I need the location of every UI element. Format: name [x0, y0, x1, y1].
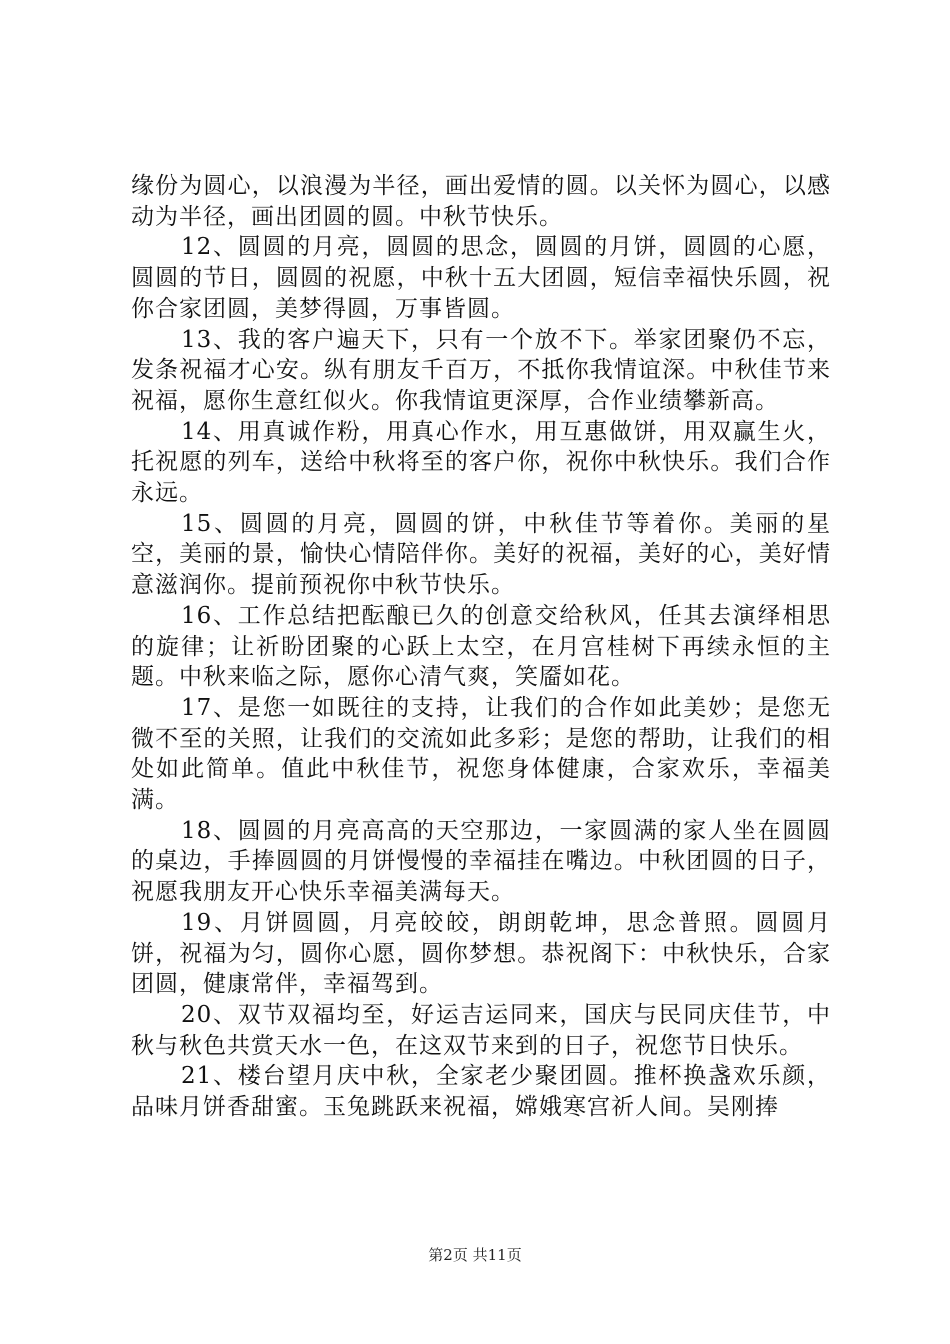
paragraph-19: 19、月饼圆圆，月亮皎皎，朗朗乾坤，思念普照。圆圆月饼，祝福为匀，圆你心愿，圆你梦想。恭祝阁下：中秋快乐，合家团圆，健康常伴，幸福驾到。	[131, 909, 831, 998]
paragraph-continuation: 缘份为圆心，以浪漫为半径，画出爱情的圆。以关怀为圆心，以感动为半径，画出团圆的圆。中秋节快乐。	[131, 173, 831, 230]
paragraph-18: 18、圆圆的月亮高高的天空那边，一家圆满的家人坐在圆圆的桌边，手捧圆圆的月饼慢慢的幸福挂在嘴边。中秋团圆的日子，祝愿我朋友开心快乐幸福美满每天。	[131, 817, 831, 906]
paragraph-14: 14、用真诚作粉，用真心作水，用互惠做饼，用双赢生火，托祝愿的列车，送给中秋将至的客户你，祝你中秋快乐。我们合作永远。	[131, 418, 831, 507]
paragraph-20: 20、双节双福均至，好运吉运同来，国庆与民同庆佳节，中秋与秋色共赏天水一色，在这双节来到的日子，祝您节日快乐。	[131, 1001, 831, 1059]
paragraph-17: 17、是您一如既往的支持，让我们的合作如此美妙；是您无微不至的关照，让我们的交流如此多彩；是您的帮助，让我们的相处如此简单。值此中秋佳节，祝您身体健康，合家欢乐，幸福美满。	[131, 694, 831, 814]
paragraph-16: 16、工作总结把酝酿已久的创意交给秋风，任其去演绎相思的旋律；让祈盼团聚的心跃上太空，在月宫桂树下再续永恒的主题。中秋来临之际，愿你心清气爽，笑靥如花。	[131, 602, 831, 691]
paragraph-15: 15、圆圆的月亮，圆圆的饼，中秋佳节等着你。美丽的星空，美丽的景，愉快心情陪伴你。美好的祝福，美好的心，美好情意滋润你。提前预祝你中秋节快乐。	[131, 510, 831, 599]
paragraph-13: 13、我的客户遍天下，只有一个放不下。举家团聚仍不忘，发条祝福才心安。纵有朋友千百万，不抵你我情谊深。中秋佳节来祝福，愿你生意红似火。你我情谊更深厚，合作业绩攀新高。	[131, 326, 831, 414]
paragraph-21: 21、楼台望月庆中秋，全家老少聚团圆。推杯换盏欢乐颜，品味月饼香甜蜜。玉兔跳跃来祝福，嫦娥寒宫祈人间。吴刚捧	[131, 1063, 831, 1121]
page-number-footer: 第2页 共11页	[428, 1246, 522, 1264]
document-body	[131, 171, 831, 1123]
paragraph-12: 12、圆圆的月亮，圆圆的思念，圆圆的月饼，圆圆的心愿，圆圆的节日，圆圆的祝愿，中秋十五大团圆，短信幸福快乐圆，祝你合家团圆，美梦得圆，万事皆圆。	[131, 234, 831, 322]
